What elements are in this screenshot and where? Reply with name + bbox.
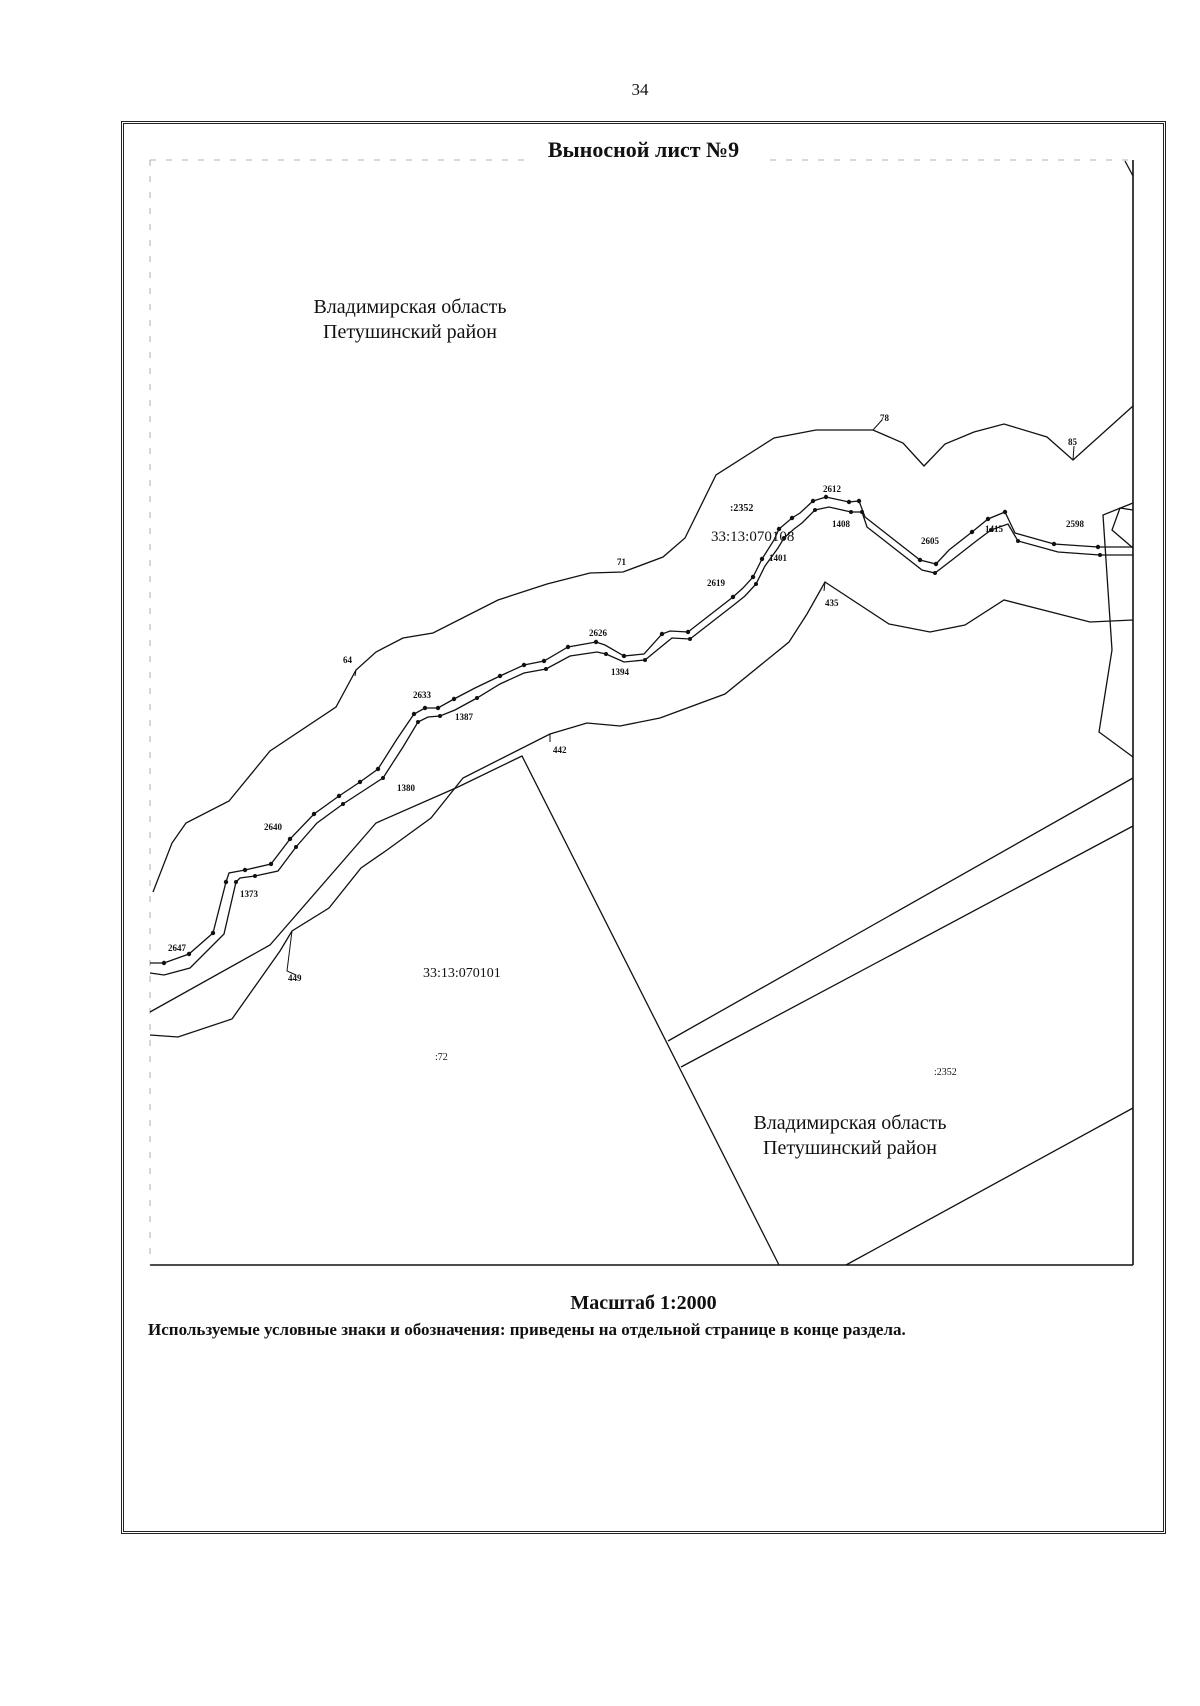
point-label-2633: 2633 <box>413 690 431 700</box>
point-label-2619: 2619 <box>707 578 725 588</box>
point-label-449: 449 <box>288 973 302 983</box>
legend-note: Используемые условные знаки и обозначения: приведены на отдельной странице в конце раздела. <box>148 1320 906 1339</box>
right-edge-tick <box>1125 161 1133 176</box>
boundary-outer-lower <box>150 582 1133 1037</box>
point-label-78: 78 <box>880 413 889 423</box>
point-label-1408: 1408 <box>832 519 850 529</box>
point-label-1373: 1373 <box>240 889 258 899</box>
right-edge-boundary <box>1099 503 1133 757</box>
map-scale: Масштаб 1:2000 <box>570 1292 717 1314</box>
boundary-inner-a <box>150 497 1133 963</box>
point-label-2612: 2612 <box>823 484 841 494</box>
parcel-label-2352-top: :2352 <box>730 503 754 514</box>
region-label-bottom <box>690 1111 1010 1161</box>
region-label-bottom-line1: Владимирская область <box>753 1112 947 1134</box>
point-label-435: 435 <box>825 598 839 608</box>
point-label-2598: 2598 <box>1066 519 1084 529</box>
boundary-outer-upper <box>153 406 1133 892</box>
right-edge-box <box>1112 508 1133 548</box>
page-number: 34 <box>631 80 649 99</box>
point-label-2647: 2647 <box>168 943 186 953</box>
point-label-71: 71 <box>617 557 626 567</box>
parcel-label-2352-bottom: :2352 <box>934 1067 957 1078</box>
point-label-2640: 2640 <box>264 822 282 832</box>
region-label-top-line2: Петушинский район <box>323 321 497 343</box>
parcel-label-72: :72 <box>435 1052 448 1063</box>
point-label-2605: 2605 <box>921 536 939 546</box>
boundary-tail-85 <box>1073 446 1074 460</box>
point-label-64: 64 <box>343 655 352 665</box>
region-label-top-line1: Владимирская область <box>313 296 507 318</box>
point-label-1380: 1380 <box>397 783 415 793</box>
quarter-label-070108: 33:13:070108 <box>711 529 795 545</box>
boundary-points <box>162 495 1102 965</box>
road-strip <box>668 778 1133 1067</box>
quarter-label-070101: 33:13:070101 <box>423 966 501 981</box>
region-label-bottom-line2: Петушинский район <box>763 1137 937 1159</box>
point-label-1394: 1394 <box>611 667 629 677</box>
point-label-85: 85 <box>1068 437 1077 447</box>
point-label-1401: 1401 <box>769 553 787 563</box>
point-label-2626: 2626 <box>589 628 607 638</box>
sheet-title: Выносной лист №9 <box>547 137 740 162</box>
point-label-442: 442 <box>553 745 567 755</box>
point-label-1387: 1387 <box>455 712 473 722</box>
region-label-top <box>250 295 570 345</box>
point-label-1415: 1415 <box>985 524 1003 534</box>
parcel-72-boundary <box>150 756 779 1265</box>
